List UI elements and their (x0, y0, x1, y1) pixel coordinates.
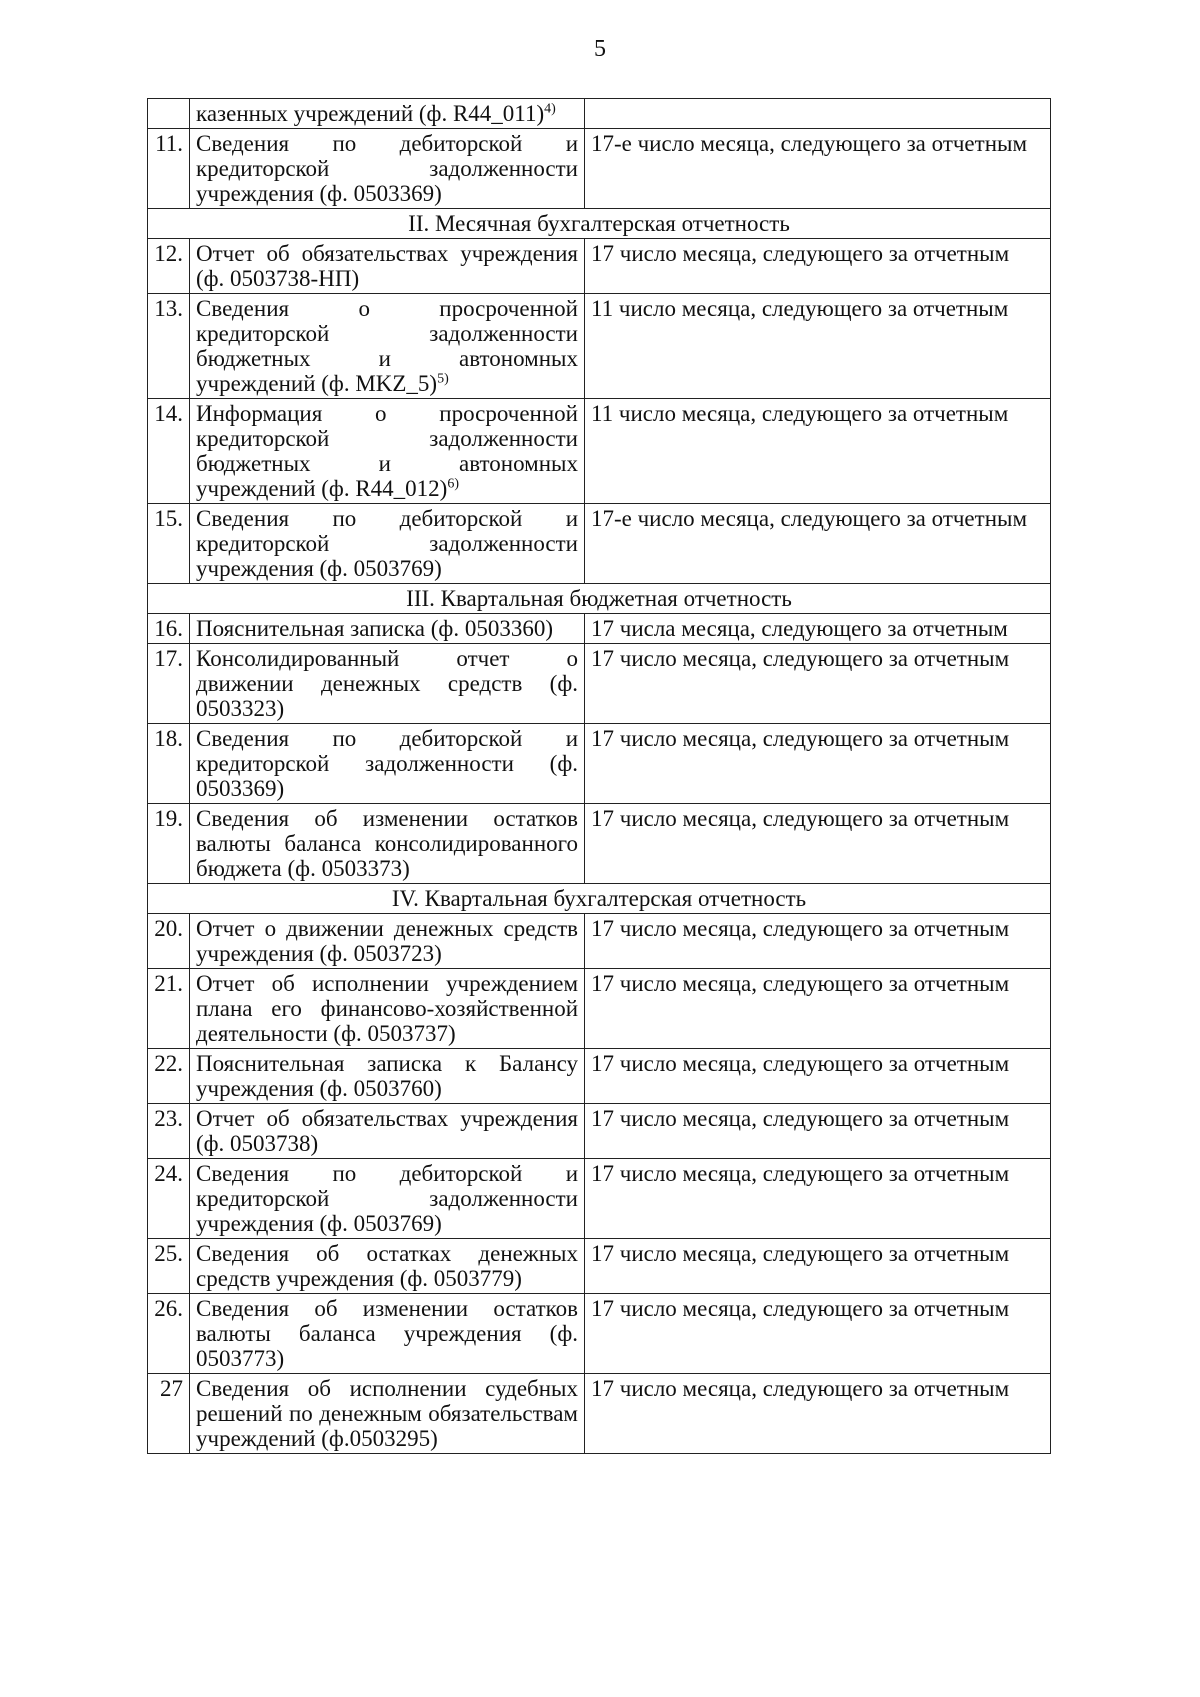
table-row (148, 644, 1051, 724)
report-form-name-text: Сведения об изменении остатков валюты баланса учреждения (ф. 0503773) (196, 1296, 578, 1371)
report-form-name (190, 129, 585, 209)
report-form-name (190, 1239, 585, 1294)
report-form-name-text: Сведения по дебиторской и кредиторской задолженности учреждения (ф. 0503769) (196, 506, 578, 581)
section-header-row (148, 209, 1051, 239)
table-row (148, 914, 1051, 969)
report-form-name (190, 614, 585, 644)
row-number (148, 99, 190, 129)
table-row (148, 614, 1051, 644)
row-number: 23. (148, 1104, 190, 1159)
table-row (148, 724, 1051, 804)
report-form-name (190, 914, 585, 969)
table-row (148, 399, 1051, 504)
table-row (148, 969, 1051, 1049)
table-row (148, 1374, 1051, 1454)
report-form-name (190, 644, 585, 724)
report-form-name-text: Отчет об исполнении учреждением плана его финансово-хозяйственной деятельности (ф. 0503737) (196, 971, 578, 1046)
submission-deadline (585, 99, 1051, 129)
table-row (148, 1294, 1051, 1374)
report-form-name-text: Пояснительная записка (ф. 0503360) (196, 616, 553, 641)
table-row (148, 239, 1051, 294)
submission-deadline: 17 число месяца, следующего за отчетным (585, 804, 1051, 884)
report-form-name (190, 969, 585, 1049)
report-form-name-text: Отчет о движении денежных средств учреждения (ф. 0503723) (196, 916, 578, 966)
report-form-name (190, 724, 585, 804)
table-row (148, 1104, 1051, 1159)
row-number: 13. (148, 294, 190, 399)
report-form-name-text: Пояснительная записка к Балансу учреждения (ф. 0503760) (196, 1051, 578, 1101)
report-form-name (190, 399, 585, 504)
row-number: 19. (148, 804, 190, 884)
report-form-name-text: Сведения по дебиторской и кредиторской задолженности учреждения (ф. 0503769) (196, 1161, 578, 1236)
row-number: 14. (148, 399, 190, 504)
row-number: 25. (148, 1239, 190, 1294)
section-title: II. Месячная бухгалтерская отчетность (148, 209, 1051, 239)
submission-deadline: 17 число месяца, следующего за отчетным (585, 969, 1051, 1049)
row-number: 17. (148, 644, 190, 724)
report-form-name (190, 99, 585, 129)
section-header-row (148, 884, 1051, 914)
table-row (148, 99, 1051, 129)
section-header-row (148, 584, 1051, 614)
table-row (148, 294, 1051, 399)
row-number: 16. (148, 614, 190, 644)
table-row (148, 129, 1051, 209)
report-form-name-text: Сведения об изменении остатков валюты баланса консолидированного бюджета (ф. 0503373) (196, 806, 578, 881)
submission-deadline: 17 число месяца, следующего за отчетным (585, 1104, 1051, 1159)
report-form-name-text: Отчет об обязательствах учреждения (ф. 0503738-НП) (196, 241, 578, 291)
submission-deadline: 17 число месяца, следующего за отчетным (585, 644, 1051, 724)
report-form-name-text: Сведения об исполнении судебных решений по денежным обязательствам учреждений (ф.0503295) (196, 1376, 578, 1451)
row-number: 22. (148, 1049, 190, 1104)
report-form-name (190, 1104, 585, 1159)
page-number: 5 (594, 36, 606, 62)
report-form-name-text: Сведения по дебиторской и кредиторской задолженности (ф. 0503369) (196, 726, 578, 801)
submission-deadline: 17 число месяца, следующего за отчетным (585, 1374, 1051, 1454)
row-number: 12. (148, 239, 190, 294)
section-title: IV. Квартальная бухгалтерская отчетность (148, 884, 1051, 914)
report-form-name (190, 294, 585, 399)
footnote-reference: 6) (447, 476, 459, 492)
row-number: 21. (148, 969, 190, 1049)
report-form-name (190, 239, 585, 294)
footnote-reference: 5) (437, 371, 449, 387)
submission-deadline: 11 число месяца, следующего за отчетным (585, 399, 1051, 504)
submission-deadline: 17 число месяца, следующего за отчетным (585, 1159, 1051, 1239)
report-form-name (190, 504, 585, 584)
report-form-name (190, 1294, 585, 1374)
row-number: 18. (148, 724, 190, 804)
report-form-name-text: Сведения о просроченной кредиторской задолженности бюджетных и автономных учреждений (ф. MKZ_5) (196, 296, 578, 396)
row-number: 24. (148, 1159, 190, 1239)
report-form-name-text: Информация о просроченной кредиторской задолженности бюджетных и автономных учреждений (ф. R44_012) (196, 401, 578, 501)
report-form-name-text: Сведения об остатках денежных средств учреждения (ф. 0503779) (196, 1241, 578, 1291)
report-form-name (190, 804, 585, 884)
submission-deadline: 11 число месяца, следующего за отчетным (585, 294, 1051, 399)
row-number: 27 (148, 1374, 190, 1454)
row-number: 11. (148, 129, 190, 209)
submission-deadline: 17-е число месяца, следующего за отчетным (585, 504, 1051, 584)
submission-deadline: 17 число месяца, следующего за отчетным (585, 1294, 1051, 1374)
submission-deadline: 17 число месяца, следующего за отчетным (585, 1239, 1051, 1294)
report-form-name (190, 1159, 585, 1239)
table-body (148, 99, 1051, 1454)
submission-deadline: 17 числа месяца, следующего за отчетным (585, 614, 1051, 644)
report-form-name (190, 1374, 585, 1454)
table-row (148, 804, 1051, 884)
submission-deadline: 17 число месяца, следующего за отчетным (585, 1049, 1051, 1104)
table-row (148, 1159, 1051, 1239)
report-form-name-text: казенных учреждений (ф. R44_011) (196, 101, 545, 126)
submission-deadline: 17 число месяца, следующего за отчетным (585, 239, 1051, 294)
row-number: 15. (148, 504, 190, 584)
report-form-name-text: Отчет об обязательствах учреждения (ф. 0503738) (196, 1106, 578, 1156)
reporting-schedule-table (147, 98, 1051, 1454)
report-form-name-text: Консолидированный отчет о движении денежных средств (ф. 0503323) (196, 646, 578, 721)
submission-deadline: 17 число месяца, следующего за отчетным (585, 724, 1051, 804)
row-number: 20. (148, 914, 190, 969)
submission-deadline: 17-е число месяца, следующего за отчетным (585, 129, 1051, 209)
table-row (148, 1239, 1051, 1294)
row-number: 26. (148, 1294, 190, 1374)
section-title: III. Квартальная бюджетная отчетность (148, 584, 1051, 614)
footnote-reference: 4) (544, 101, 556, 117)
table-row (148, 1049, 1051, 1104)
report-form-name (190, 1049, 585, 1104)
report-form-name-text: Сведения по дебиторской и кредиторской задолженности учреждения (ф. 0503369) (196, 131, 578, 206)
table-row (148, 504, 1051, 584)
submission-deadline: 17 число месяца, следующего за отчетным (585, 914, 1051, 969)
